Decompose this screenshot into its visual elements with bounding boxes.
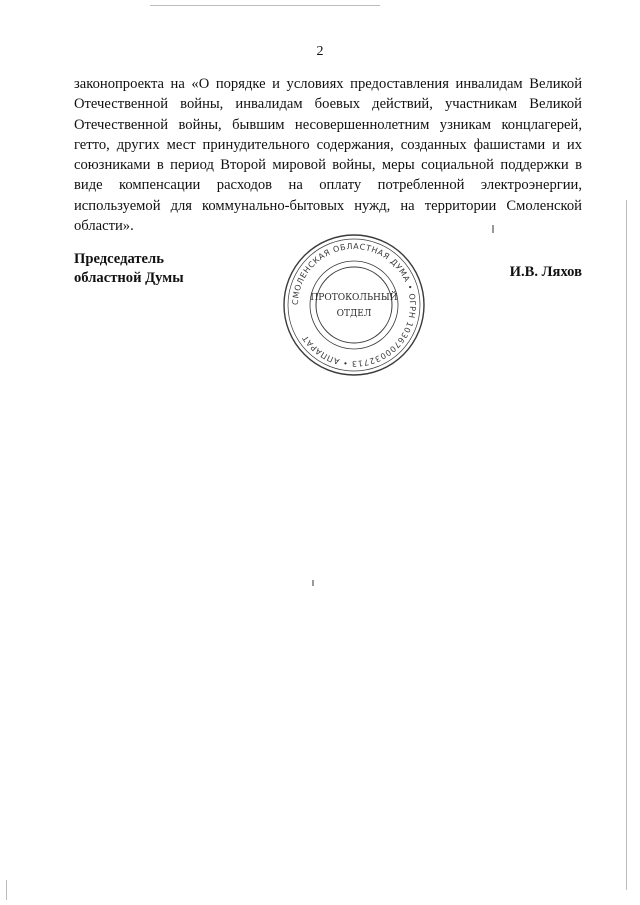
official-stamp	[281, 232, 427, 378]
stamp-center-line1: ПРОТОКОЛЬНЫЙ	[310, 293, 398, 303]
body-line: виде компенсации расходов на оплату потребленной электроэнергии,	[74, 177, 582, 194]
stamp-center-ring	[316, 267, 392, 343]
body-line: союзниками в период Второй мировой войны, меры социальной поддержки в	[74, 157, 582, 174]
body-line: Отечественной войны, инвалидам боевых действий, участникам Великой	[74, 96, 582, 113]
page-number: 2	[316, 44, 324, 59]
stamp-ring-text: СМОЛЕНСКАЯ ОБЛАСТНАЯ ДУМА • ОГРН 1036700032713 • АППАРАТ	[290, 241, 418, 369]
document-body-text	[74, 74, 582, 236]
signatory-position-line: Председатель	[74, 251, 164, 267]
stamp-outer-ring	[284, 235, 424, 375]
stamp-center-line2: ОТДЕЛ	[336, 309, 372, 319]
scan-left-edge	[6, 880, 7, 900]
signatory-position	[74, 250, 184, 288]
body-line: Отечественной войны, бывшим несовершеннолетним узникам концлагерей,	[74, 116, 582, 133]
body-line: гетто, других мест принудительного содержания, созданных фашистами и их	[74, 136, 582, 153]
stamp-middle-ring	[310, 261, 398, 349]
body-line: используемой для коммунально-бытовых нужд, на территории Смоленской	[74, 197, 582, 214]
scan-right-edge	[626, 200, 627, 890]
scan-speck	[492, 225, 494, 233]
stamp-inner-ring	[288, 239, 420, 371]
signatory-name: И.В. Ляхов	[509, 264, 582, 280]
scan-speck	[312, 580, 314, 586]
signatory-position-line: областной Думы	[74, 270, 184, 286]
scan-top-edge	[150, 5, 380, 6]
body-line: законопроекта на «О порядке и условиях предоставления инвалидам Великой	[74, 76, 582, 92]
body-line-last: области».	[74, 218, 134, 235]
